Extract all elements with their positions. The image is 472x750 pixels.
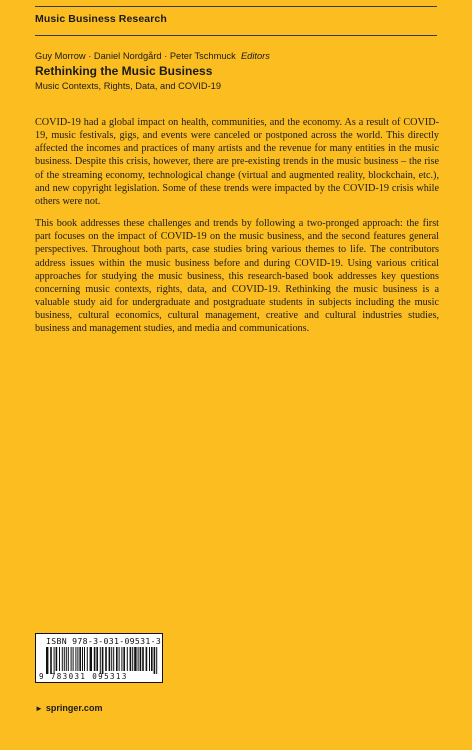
barcode-bar	[116, 647, 118, 671]
barcode-bar	[111, 647, 112, 671]
barcode-bar	[96, 647, 98, 671]
barcode-bar	[109, 647, 111, 671]
barcode-bar	[140, 647, 142, 671]
barcode-bar	[102, 647, 104, 674]
barcode-bar	[90, 647, 92, 671]
barcode-bar	[132, 647, 133, 671]
series-title: Music Business Research	[35, 13, 167, 25]
barcode-bar	[100, 647, 101, 674]
barcode-digits: 9 783031 095313	[39, 672, 128, 681]
publisher-link[interactable]	[35, 703, 102, 713]
barcode-bar	[94, 647, 96, 671]
book-subtitle: Music Contexts, Rights, Data, and COVID-19	[35, 81, 222, 91]
series-rule	[35, 35, 437, 36]
barcode-bar	[50, 647, 52, 674]
barcode-bar	[59, 647, 60, 671]
barcode-bar	[68, 647, 69, 671]
barcode-bar	[105, 647, 107, 671]
barcode-bar	[87, 647, 88, 671]
barcode-bar	[142, 647, 144, 671]
barcode-bar	[127, 647, 128, 671]
barcode-bar	[46, 647, 48, 674]
barcode-bar	[146, 647, 148, 671]
top-rule	[35, 6, 437, 7]
blurb	[35, 116, 439, 345]
book-title: Rethinking the Music Business	[35, 64, 213, 78]
barcode-bar	[113, 647, 114, 671]
barcode-bar	[66, 647, 67, 671]
barcode	[45, 647, 159, 674]
blurb-paragraph-2: This book addresses these challenges and trends by following a two-pronged approach: the first part focuses on the impact of COVID-19 on the music business, and the second features general perspectives. Throughout both parts, case studies bring various themes to life. The contributors address issues within the music business before and during COVID-19. Using various critical approaches for studying the music business, this research-based book addresses key questions concerning music contexts, rights, data, and COVID-19. Rethinking the music business is a valuable study aid for undergraduate and postgraduate students in subjects including the music business, cultural economics, cultural management, creative and cultural industries studies, business and management studies, and media and communications.	[35, 218, 439, 335]
triangle-right-icon: ►	[35, 704, 43, 713]
editors-line	[35, 51, 270, 61]
barcode-bar	[156, 647, 157, 674]
editors-role: Editors	[240, 51, 270, 61]
barcode-bar	[154, 647, 156, 674]
barcode-bar	[54, 647, 55, 674]
editor-names: Guy Morrow · Daniel Nordgård · Peter Tschmuck	[35, 51, 236, 61]
barcode-bar	[82, 647, 83, 671]
barcode-bar	[77, 647, 78, 671]
barcode-bar	[62, 647, 63, 671]
barcode-bar	[149, 647, 150, 671]
barcode-bar	[138, 647, 139, 671]
blurb-paragraph-1: COVID-19 had a global impact on health, communities, and the economy. As a result of COVID-19, music festivals, gigs, and events were canceled or postponed across the world. This directly affected the incomes and practices of many artists and the revenue for many entities in the music business. Despite this crisis, however, there are pre-existing trends in the music business – the rise of the streaming economy, technological change (virtual and augmented reality, blockchain, etc.), and new copyright legislation. Some of these trends were impacted by the COVID-19 crisis while others were not.	[35, 117, 439, 207]
barcode-bar	[130, 647, 132, 671]
publisher-url: springer.com	[45, 703, 103, 713]
barcode-bar	[121, 647, 122, 671]
isbn-label: ISBN 978-3-031-09531-3	[46, 636, 162, 646]
barcode-bar	[73, 647, 74, 671]
barcode-bar	[56, 647, 58, 671]
barcode-bar	[75, 647, 76, 671]
barcode-bar	[123, 647, 125, 671]
isbn-barcode-box	[35, 633, 163, 683]
barcode-bar	[64, 647, 65, 671]
barcode-bar	[119, 647, 120, 671]
barcode-bar	[151, 647, 153, 671]
barcode-bar	[79, 647, 81, 671]
barcode-bar	[134, 647, 136, 671]
barcode-bar	[84, 647, 85, 671]
barcode-bar	[71, 647, 72, 671]
